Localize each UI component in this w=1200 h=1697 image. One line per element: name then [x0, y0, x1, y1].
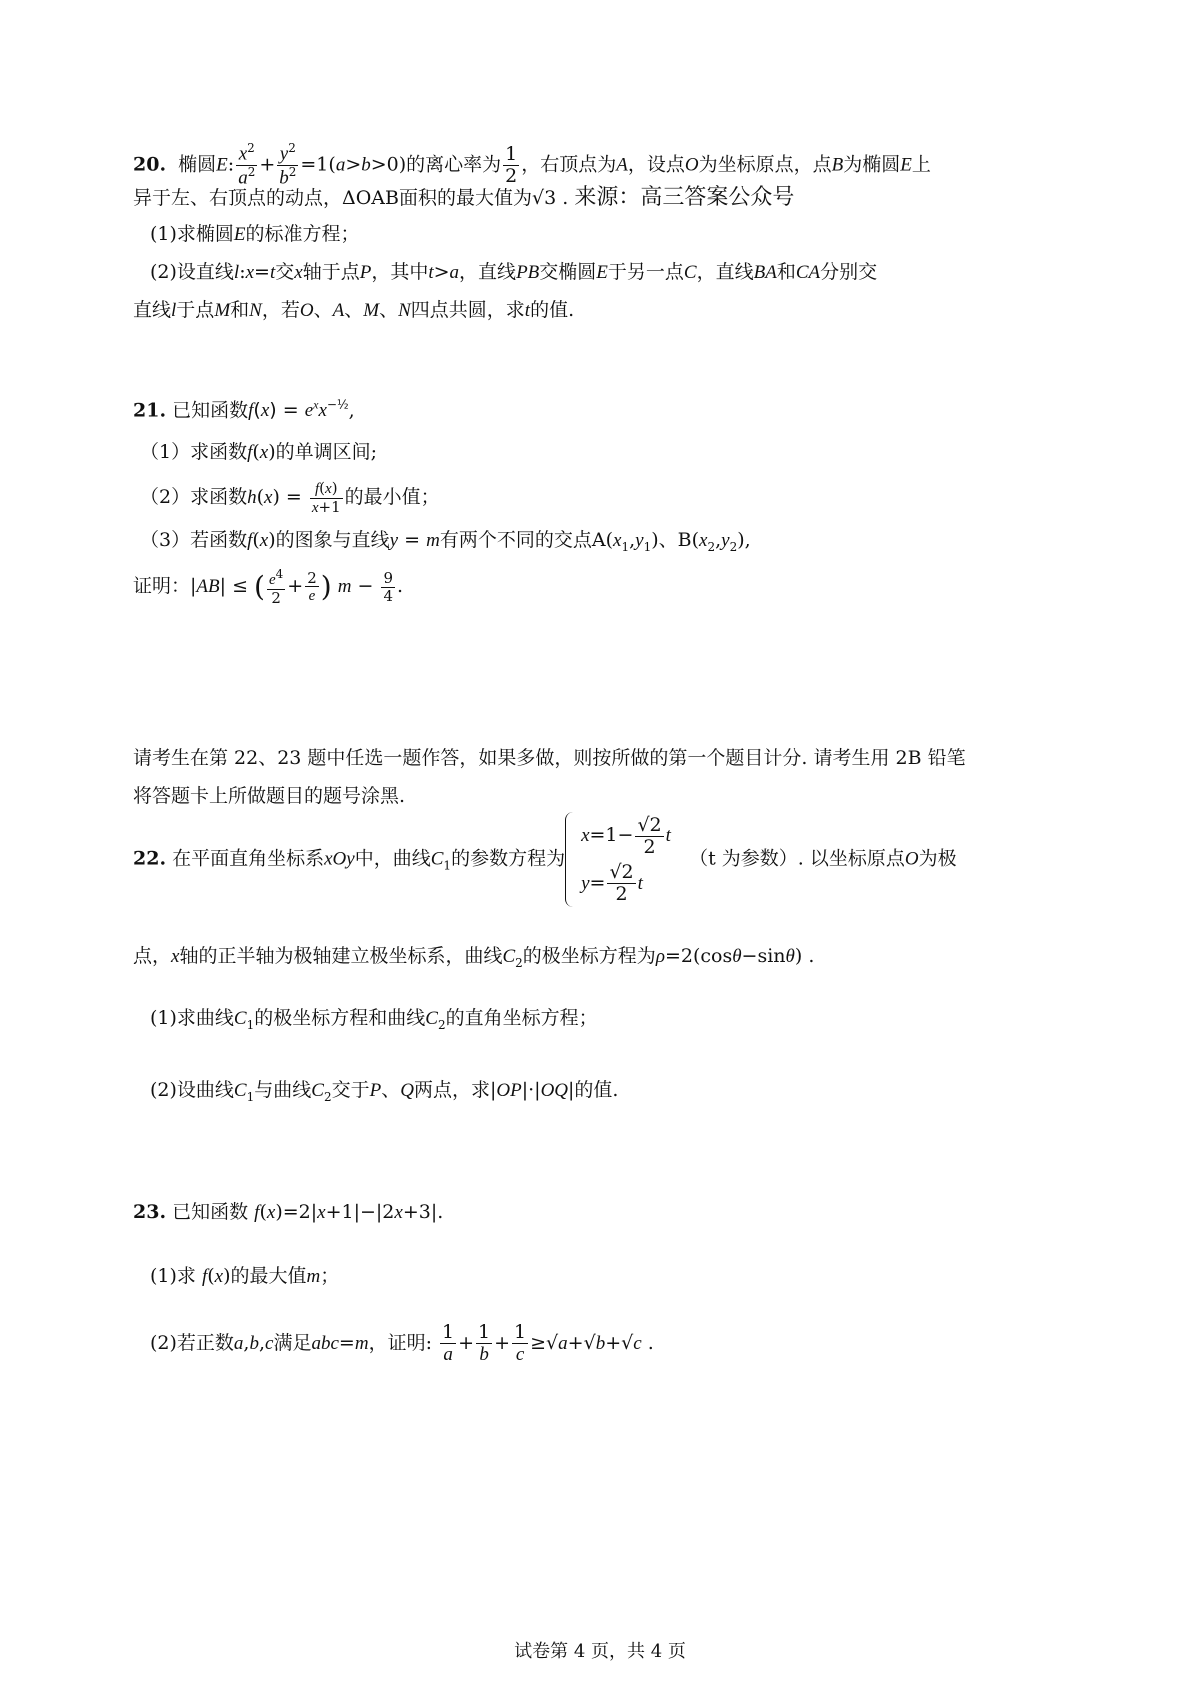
q22-line2: 点，x轴的正半轴为极轴建立极坐标系，曲线$C_2$的极坐标方程为ρ=2(cosθ−sinθ) .: [133, 945, 815, 970]
q21-sub2: （2）求函数h(x) = $\frac{f(x)}{x+1}$ 的最小值；: [140, 479, 440, 516]
q21-sub3: （3）若函数f(x)的图象与直线y = m有两个不同的交点$A(x_1,y_1)$、$B(x_2,y_2)$,: [140, 529, 751, 554]
page-footer: 试卷第 4 页，共 4 页: [514, 1641, 686, 1662]
param-system: x=1− $\frac{√2}{2}$ t y= $\frac{√2}{2}$ t: [565, 812, 671, 907]
q21-proof: 证明：|AB| ≤ ( $\frac{e^4}{2}$ + $\frac{2}{e}$ ) m − $\frac{9}{4}$ .: [133, 567, 404, 607]
instruction-line1: 请考生在第 22、23 题中任选一题作答，如果多做，则按所做的第一个题目计分. 请考生用 2B 铅笔: [133, 747, 966, 769]
q22-sub2: (2)设曲线$C_1$与曲线$C_2$交于P、Q两点，求|OP|·|OQ|的值.: [150, 1079, 619, 1104]
q23-sub1: (1)求 f(x)的最大值m；: [150, 1265, 340, 1287]
q20-line2: 异于左、右顶点的动点，ΔOAB面积的最大值为√3 . 来源：高三答案公众号: [133, 185, 795, 210]
q20-sub1: (1)求椭圆E的标准方程；: [150, 223, 360, 245]
q22-sub1: (1)求曲线$C_1$的极坐标方程和曲线$C_2$的直角坐标方程；: [150, 1007, 598, 1032]
q21-sub1: （1）求函数f(x)的单调区间;: [140, 441, 378, 463]
q23-intro: 23. 已知函数 f(x)=2|x+1|−|2x+3|.: [133, 1201, 444, 1223]
q20-sub2: (2)设直线l:x=t交x轴于点P，其中t>a，直线PB交椭圆E于另一点C，直线BA和CA分别交: [150, 261, 878, 283]
q20-line1: 20. 椭圆E: $\frac{x^2}{a^2}$ + $\frac{y^2}{b^2}$ =1(a>b>0)的离心率为 $\frac{1}{2}$ ，右顶点为A，设点O为坐标原点，点B为椭圆E上: [133, 141, 931, 189]
instruction-line2: 将答题卡上所做题目的题号涂黑.: [133, 785, 406, 807]
q21-intro: 21. 已知函数$f(x) = e^xx^{-\frac{1}{2}}$,: [133, 398, 355, 422]
q22-intro: 22. 在平面直角坐标系xOy中，曲线$C_1$的参数方程为 x=1− $\frac{√2}{2}$ t y= $\frac{√2}{2}$ t （t 为参数）. 以坐标原点O为极: [133, 813, 957, 905]
watermark-text: 来源：高三答案公众号: [574, 185, 795, 210]
q20-sub2-line2: 直线l于点M和N，若O、A、M、N四点共圆，求t的值.: [133, 299, 575, 321]
q23-sub2: (2)若正数a,b,c满足abc=m，证明: $\frac{1}{a}$ + $\frac{1}{b}$ + $\frac{1}{c}$ ≥√a+√b+√c .: [150, 1321, 654, 1365]
